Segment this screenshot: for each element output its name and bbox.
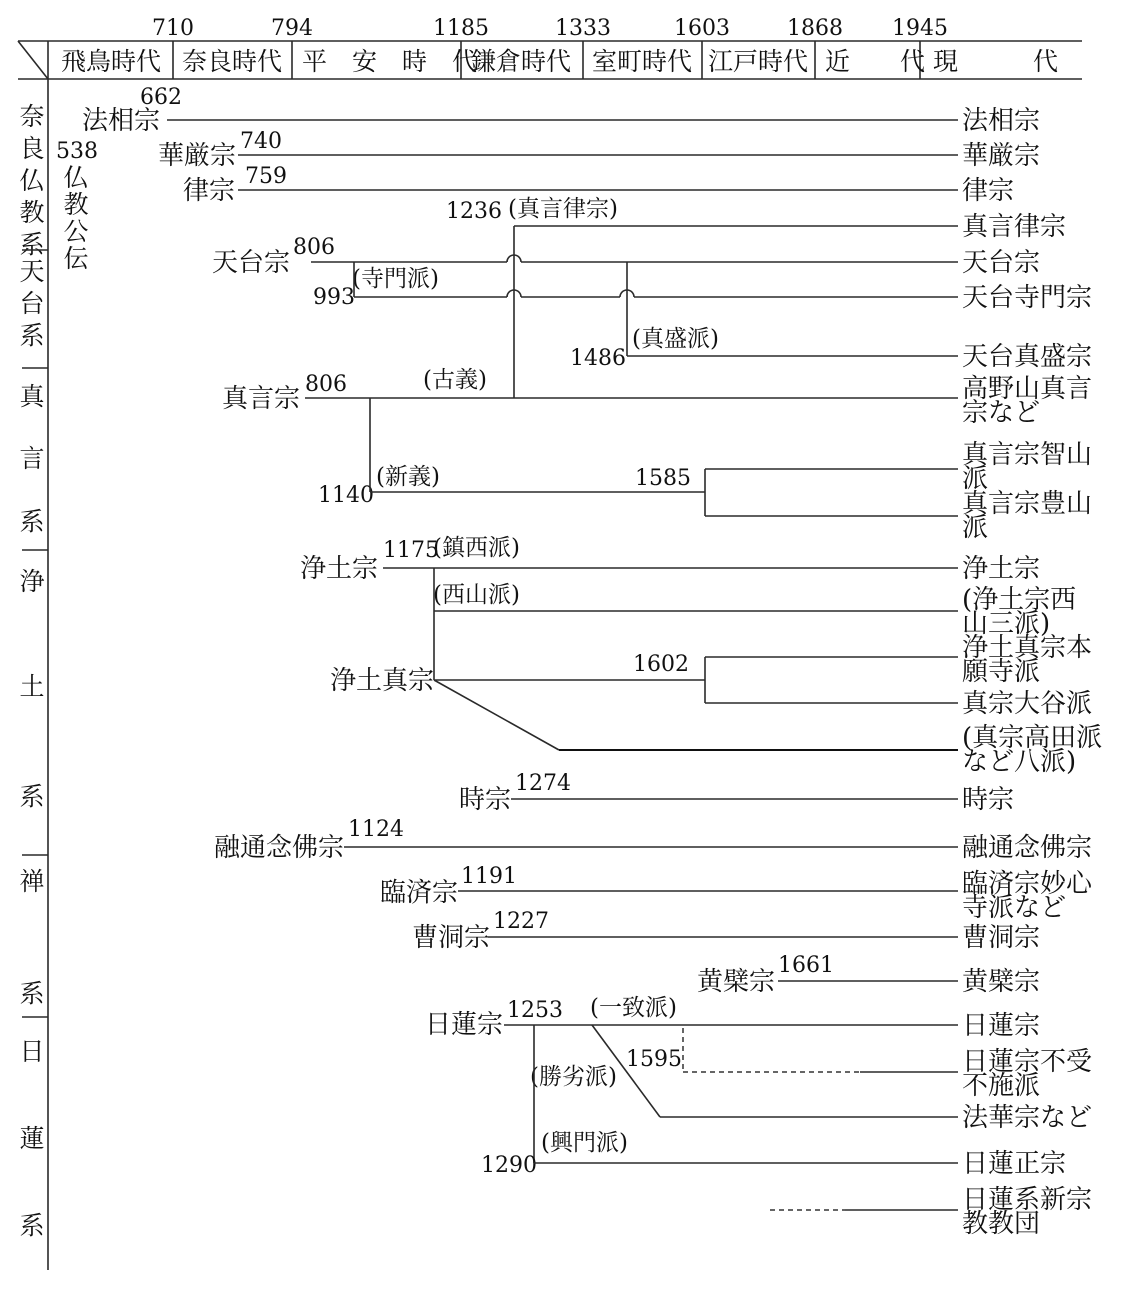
era-year: 1868 [787,16,843,41]
era-label: 鎌倉時代 [471,47,572,76]
sect-name: 日蓮宗 [425,1010,504,1040]
branch-year: 1290 [481,1153,537,1178]
founding-year: 1253 [507,998,563,1023]
modern-sect: 天台真盛宗 [962,342,1093,372]
lineage-soto [412,909,958,953]
category-char: 系 [19,507,45,536]
category-char: 良 [19,134,45,163]
era-label: 近 代 [825,47,926,76]
modern-sect: 融通念佛宗 [962,833,1093,863]
modern-sect: 法華宗など [962,1103,1093,1133]
modern-sect: 日蓮宗 [962,1011,1041,1041]
modern-sect: (真宗高田派 [962,723,1103,753]
lineage-tendai [212,235,958,371]
branch-year: 1486 [570,346,626,371]
category-nara [19,102,44,259]
modern-sect: (浄土宗西 [962,585,1077,615]
branch-year: 1595 [626,1047,682,1072]
modern-sect: 不施派 [962,1071,1041,1101]
category-char: 系 [19,979,45,1008]
founding-year: 1661 [778,953,834,978]
modern-sect: 派 [962,513,989,543]
modern-sect: 寺派など [962,893,1067,923]
category-char: 系 [19,230,45,259]
buddhism-introduction-note [56,139,98,273]
category-char: 仏 [19,166,45,195]
sect-name: 融通念佛宗 [214,833,345,863]
founding-year: 662 [140,85,182,110]
era-year: 1333 [555,16,611,41]
intro-char: 仏 [63,163,89,192]
modern-sect: 浄土真宗本 [962,633,1093,663]
founding-year: 806 [305,372,347,397]
branch-year: 1602 [633,652,689,677]
lineage-rinzai [380,864,958,908]
intro-char: 公 [63,217,89,246]
branch-label: (一致派) [590,995,677,1021]
branch-label: (寺門派) [352,266,439,292]
modern-sect: 時宗 [962,785,1015,815]
corner-diagonal [18,41,48,79]
category-char: 系 [19,1211,45,1240]
founding-year: 1124 [348,817,404,842]
branch-year: 1585 [635,466,691,491]
category-char: 系 [19,782,45,811]
modern-sect: 浄土宗 [962,554,1041,584]
modern-sect: 真言律宗 [962,212,1067,242]
modern-sects-column [962,106,1102,1239]
era-label: 平 安 時 代 [302,47,478,76]
founding-year: 759 [245,164,287,189]
branch-label: (勝劣派) [530,1064,617,1090]
modern-sect: 真宗大谷派 [962,689,1093,719]
category-shingon [19,382,45,536]
sect-name: 華厳宗 [158,141,237,171]
lineage-jodo [300,535,958,750]
category-char: 言 [19,444,45,473]
category-tendai [19,257,44,350]
lineage-ji [459,771,958,815]
modern-sect: 宗など [962,398,1041,428]
founding-year: 806 [293,235,335,260]
modern-sect: 臨済宗妙心 [962,869,1093,899]
lineage-yuzu-nembutsu [214,817,958,863]
branch-label: (興門派) [541,1130,628,1156]
sect-name: 浄土宗 [300,554,379,584]
modern-sect: 願寺派 [962,657,1041,687]
modern-sect: 真言宗豊山 [962,489,1093,519]
modern-sect: 真言宗智山 [962,440,1093,470]
intro-year: 538 [56,139,98,164]
era-year: 1603 [674,16,730,41]
modern-sect: 日蓮正宗 [962,1149,1067,1179]
intro-char: 伝 [63,244,89,273]
sect-name: 真言宗 [222,384,301,414]
era-label: 室町時代 [592,47,693,76]
category-char: 日 [19,1037,45,1066]
modern-sect: 天台宗 [962,248,1041,278]
era-label: 現 代 [933,47,1059,76]
era-year: 794 [271,16,313,41]
branch-label: (真言律宗) [508,196,618,222]
modern-sect: 天台寺門宗 [962,283,1093,313]
branch-connector [434,680,559,750]
branch-label: (古義) [423,367,487,393]
era-year: 1185 [433,16,489,41]
sect-name: 律宗 [183,176,236,206]
modern-sect: 黄檗宗 [962,967,1041,997]
modern-sect: 派 [962,464,989,494]
founding-year: 740 [240,129,282,154]
intro-char: 教 [63,190,89,219]
branch-year: 1140 [318,483,374,508]
sect-name: 浄土真宗 [330,666,435,696]
branch-year: 993 [313,285,355,310]
branch-label: (新義) [376,464,440,490]
category-column [19,79,48,1270]
category-char: 土 [19,672,45,701]
category-nichiren [19,1037,44,1240]
lineage-hosso [82,85,958,136]
founding-year: 1274 [515,771,571,796]
category-char: 奈 [19,102,45,131]
sect-name: 臨済宗 [380,878,459,908]
category-zen [19,867,44,1008]
category-jodo [19,567,44,811]
category-char: 天 [19,257,45,286]
category-char: 禅 [19,867,45,896]
category-char: 浄 [19,567,45,596]
modern-sect: 日蓮宗不受 [962,1047,1093,1077]
modern-sect: 教教団 [962,1209,1041,1239]
branch-year: 1236 [446,199,502,224]
sect-name: 法相宗 [82,106,161,136]
era-label: 江戸時代 [708,47,809,76]
modern-sect: 日蓮系新宗 [962,1185,1093,1215]
modern-sect: など八派) [962,747,1077,777]
branch-label: (真盛派) [632,326,719,352]
branch-label: (西山派) [433,582,520,608]
era-year: 1945 [892,16,948,41]
branch-label: (鎮西派) [433,535,520,561]
era-header [18,16,1082,79]
era-year: 710 [152,16,194,41]
category-char: 蓮 [19,1124,45,1153]
category-char: 系 [19,321,45,350]
era-label: 飛鳥時代 [61,47,162,76]
sect-name: 時宗 [459,785,512,815]
category-char: 真 [19,382,45,411]
modern-sect: 高野山真言 [962,374,1093,404]
modern-sect: 曹洞宗 [962,923,1041,953]
era-label: 奈良時代 [182,47,283,76]
modern-sect: 山三派) [962,609,1051,639]
lineage-nichiren [425,995,958,1210]
sect-name: 天台宗 [212,248,291,278]
category-char: 教 [19,198,45,227]
founding-year: 1191 [461,864,517,889]
modern-sect: 法相宗 [962,106,1041,136]
founding-year: 1227 [493,909,549,934]
modern-sect: 律宗 [962,176,1015,206]
category-char: 台 [19,289,45,318]
sect-name: 曹洞宗 [412,923,491,953]
founding-year: 1175 [383,538,439,563]
lineage-obaku [697,953,958,997]
modern-sect: 華厳宗 [962,141,1041,171]
sect-name: 黄檗宗 [697,967,776,997]
